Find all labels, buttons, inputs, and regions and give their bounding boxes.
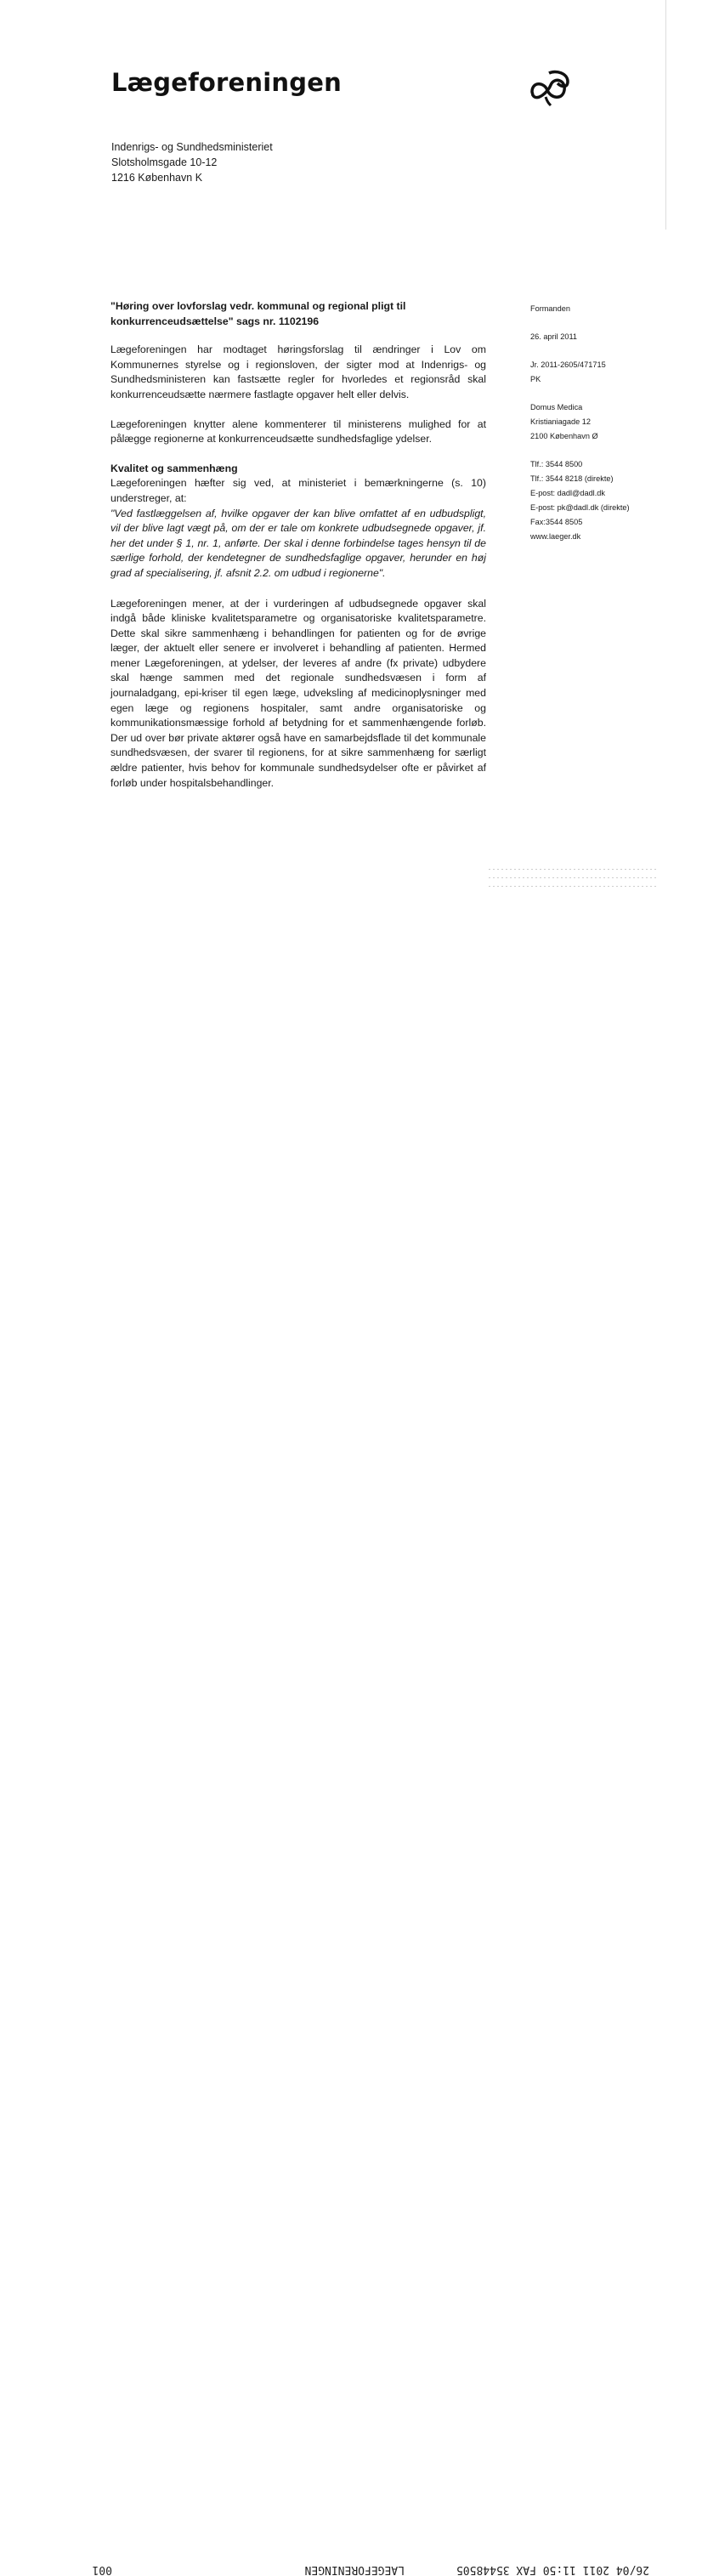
sender-title: Formanden (530, 304, 570, 313)
recipient-line: 1216 København K (111, 172, 203, 184)
sender-address-line: Kristianiagade 12 (530, 417, 591, 426)
section-heading: Kvalitet og sammenhæng (110, 462, 238, 474)
email-address: E-post: dadl@dadl.dk (530, 489, 605, 497)
letter-subject: "Høring over lovforslag vedr. kommunal og regional pligt til konkurrenceudsættelse" sags nr. 1102196 (110, 300, 406, 327)
section-intro: Lægeforeningen hæfter sig ved, at ministeriet i bemærkningerne (s. 10) understreger, at: (110, 477, 486, 504)
fax-page-number: 001 (92, 2563, 112, 2576)
scan-artifact (489, 869, 659, 903)
recipient-line: Slotsholmsgade 10-12 (111, 156, 218, 168)
letter-body (110, 299, 486, 805)
recipient-address (111, 139, 273, 185)
scan-edge-line (665, 0, 666, 230)
recipient-line: Indenrigs- og Sundhedsministeriet (111, 141, 273, 153)
letter-date: 26. april 2011 (530, 332, 577, 341)
phone-number: Tlf.: 3544 8218 (direkte) (530, 474, 614, 483)
sender-address-line: Domus Medica (530, 403, 583, 411)
fax-number: Fax:3544 8505 (530, 518, 583, 526)
journal-number: Jr. 2011-2605/471715 (530, 360, 606, 369)
phone-number: Tlf.: 3544 8500 (530, 460, 583, 468)
fax-footer (0, 2550, 702, 2576)
quoted-text: "Ved fastlæggelsen af, hvilke opgaver der kan blive omfattet af en udbudspligt, vil der blive lagt vægt på, om der er tale om konkrete udbudsegnede opgaver, jf. her det under § 1, nr. 1, anførte. Der skal i denne forbindelse tages hensyn til de særlige forhold, der kendetegner de sundhedsfaglige opgaver, herunder en høj grad af specialisering, jf. afsnit 2.2. om udbud i regionerne". (110, 507, 486, 579)
body-paragraph: Lægeforeningen mener, at der i vurderingen af udbudsegnede opgaver skal indgå både kliniske kvalitetsparametre og organisatoriske kvalitetsparametre. Dette skal sikre sammenhæng i behandlingen for patienten og for de øvrige læger, der aktuelt eller senere er involveret i behandling af patienten. Hermed mener Lægeforeningen, at ydelser, der leveres af andre (fx private) udbydere skal hænge sammen med det regionale sundhedsvæsen i form af journaladgang, epi-kriser til egen læge, udveksling af medicinoplysninger med egen læge og regionens hospitaler, samt andre organisatoriske og kommunikationsmæssige forhold af betydning for et sammenhængende forløb. Der ud over bør private aktører også have en samarbejdsflade til det kommunale sundhedsvæsen, der svarer til regionens, for at sikre sammenhæng for særligt ældre patienter, hvis behov for kommunale sundhedsydelser ofte er påvirket af forløb under hospitalsbehandlinger. (110, 597, 486, 789)
body-paragraph: Lægeforeningen har modtaget høringsforslag til ændringer i Lov om Kommunernes styrelse og i regionsloven, der sigter mod at Indenrigs- og Sundhedsministeren kan fastsætte regler for hvorledes et regionsråd skal konkurrenceudsætte nærmere fastlagte opgaver helt eller delvis. (110, 343, 486, 400)
body-paragraph: Lægeforeningen knytter alene kommenterer til ministerens mulighed for at pålægge regionerne at konkurrenceudsætte sundhedsfaglige ydelser. (110, 417, 486, 445)
fax-sender-name: LAEGEFORENINGEN (304, 2563, 405, 2576)
email-address: E-post: pk@dadl.dk (direkte) (530, 503, 630, 512)
org-logo-text: Lægeforeningen (111, 68, 342, 97)
initials: PK (530, 375, 541, 383)
sender-details (530, 302, 683, 558)
fax-timestamp: 26/04 2011 11:50 FAX 35448505 (456, 2563, 649, 2576)
serpent-emblem-icon (525, 68, 575, 107)
website: www.laeger.dk (530, 532, 581, 541)
sender-address-line: 2100 København Ø (530, 432, 598, 440)
